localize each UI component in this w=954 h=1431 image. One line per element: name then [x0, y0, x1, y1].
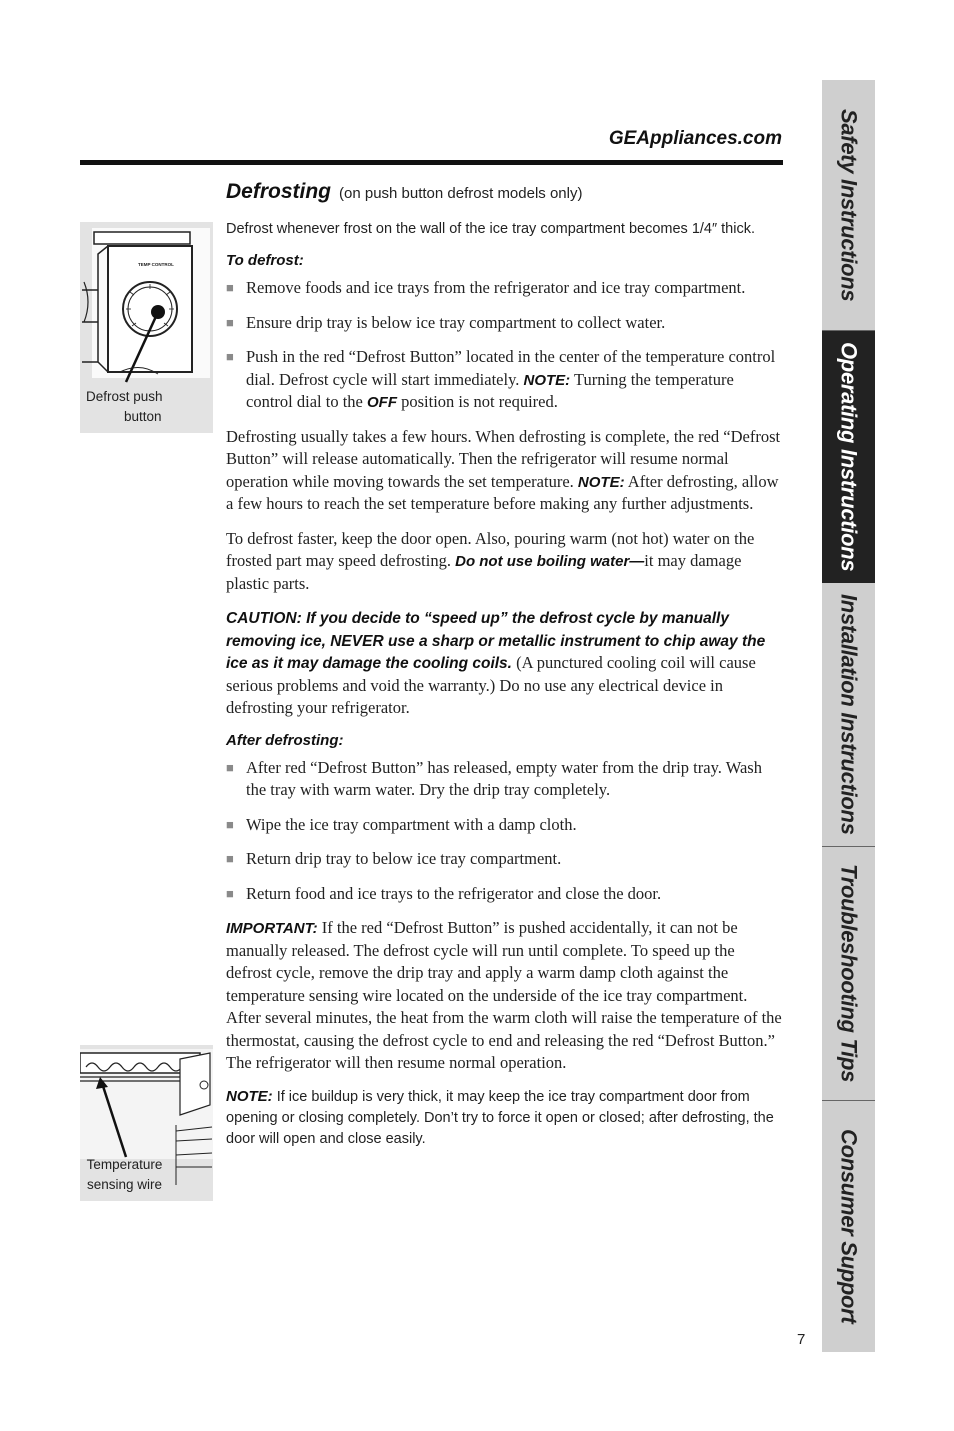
tab-label: Safety Instructions	[836, 108, 862, 302]
tab-safety-instructions[interactable]	[822, 80, 875, 330]
site-url: GEAppliances.com	[608, 128, 782, 149]
note-paragraph	[226, 1087, 782, 1150]
section-sidebar	[822, 80, 875, 1352]
tab-consumer-support[interactable]	[822, 1101, 875, 1352]
caption-line-2: button	[124, 409, 162, 424]
defrost-duration-paragraph	[226, 426, 782, 516]
main-content	[226, 219, 782, 1162]
step-text: Push in the red “Defrost Button” located in the center of the temperature control dial. Defrost cycle will start immediately.	[246, 347, 776, 389]
page-number: 7	[797, 1331, 806, 1348]
sensing-wire-figure	[80, 1045, 213, 1201]
header-rule	[80, 160, 783, 165]
list-item: ■ Ensure drip tray is below ice tray compartment to collect water.	[226, 312, 782, 335]
paragraph-tail: it may damage plastic parts.	[226, 551, 742, 593]
important-text: If the red “Defrost Button” is pushed accidentally, it can not be manually released. The defrost cycle will run until complete. To speed up the defrost cycle, remove the drip tray and apply a warm damp cloth against the temperature sensing wire located on the underside of the ice tray compartment. After several minutes, the heat from the warm cloth will raise the temperature of the thermostat, causing the defrost cycle to end and releasing the red “Defrost Button.” The refrigerator will then resume normal operation.	[226, 918, 782, 1072]
tab-label: Consumer Support	[836, 1129, 862, 1324]
tab-troubleshooting-tips[interactable]	[822, 847, 875, 1100]
note-label: NOTE:	[523, 371, 571, 389]
section-heading	[226, 180, 582, 204]
to-defrost-list	[226, 277, 782, 414]
caution-paragraph	[226, 607, 782, 720]
tab-operating-instructions[interactable]	[822, 331, 875, 583]
paragraph-note: After defrosting, allow a few hours to reach the set temperature before making any further adjustments.	[226, 471, 779, 513]
step-note-text: Turning the temperature control dial to the	[246, 369, 734, 411]
defrost-faster-paragraph	[226, 528, 782, 596]
paragraph-text: To defrost faster, keep the door open. Also, pouring warm (not hot) water on the frosted part may speed defrosting.	[226, 528, 755, 570]
list-item: ■ Wipe the ice tray compartment with a damp cloth.	[226, 814, 782, 837]
off-label: OFF	[366, 394, 397, 411]
to-defrost-heading: To defrost:	[226, 252, 304, 269]
step-note-tail: position is not required.	[401, 392, 558, 411]
intro-text: Defrost whenever frost on the wall of the ice tray compartment becomes 1/4″ thick.	[226, 221, 755, 237]
caption-line-1: Defrost push	[86, 389, 163, 404]
list-item	[226, 346, 782, 414]
tab-label: Installation Instructions	[836, 594, 862, 835]
list-item: ■ Return food and ice trays to the refrigerator and close the door.	[226, 883, 782, 906]
after-defrosting-heading: After defrosting:	[226, 731, 344, 749]
tab-label: Operating Instructions	[836, 342, 862, 572]
tab-label: Troubleshooting Tips	[836, 864, 862, 1083]
list-item: ■ Return drip tray to below ice tray compartment.	[226, 848, 782, 871]
note-text: If ice buildup is very thick, it may keep the ice tray compartment door from opening or closing completely. Don’t try to force it open or closed; after defrosting, the door will open and close easily.	[226, 1088, 774, 1147]
important-label: IMPORTANT:	[226, 920, 318, 937]
dial-label: TEMP CONTROL	[138, 262, 174, 267]
boiling-water-warning: Do not use boiling water—	[455, 553, 645, 570]
section-subtitle: (on push button defrost models only)	[339, 185, 583, 202]
note-label: NOTE:	[226, 1087, 273, 1105]
defrost-button-caption	[86, 387, 206, 427]
defrost-button-figure	[80, 222, 213, 433]
important-paragraph	[226, 917, 782, 1075]
sensing-wire-caption: Temperature sensing wire	[86, 1157, 163, 1192]
after-defrosting-list	[226, 757, 782, 906]
list-item: ■ After red “Defrost Button” has released, empty water from the drip tray. Wash the tray with warm water. Dry the drip tray completely.	[226, 757, 782, 802]
tab-installation-instructions[interactable]	[822, 583, 875, 846]
note-label: NOTE:	[577, 473, 625, 491]
list-item: ■ Remove foods and ice trays from the refrigerator and ice tray compartment.	[226, 277, 782, 300]
caution-detail: (A punctured cooling coil will cause serious problems and void the warranty.) Do no use any electrical device in defrosting your refrigerator.	[226, 653, 756, 717]
caution-text: CAUTION: If you decide to “speed up” the defrost cycle by manually removing ice, NEVER use a sharp or metallic instrument to chip away the ice as it may damage the cooling coils.	[226, 610, 766, 672]
section-title: Defrosting	[226, 180, 331, 203]
paragraph-text: Defrosting usually takes a few hours. When defrosting is complete, the red “Defrost Button” will release automatically. Then the refrigerator will resume normal operation while moving towards the set temperature.	[226, 426, 781, 491]
